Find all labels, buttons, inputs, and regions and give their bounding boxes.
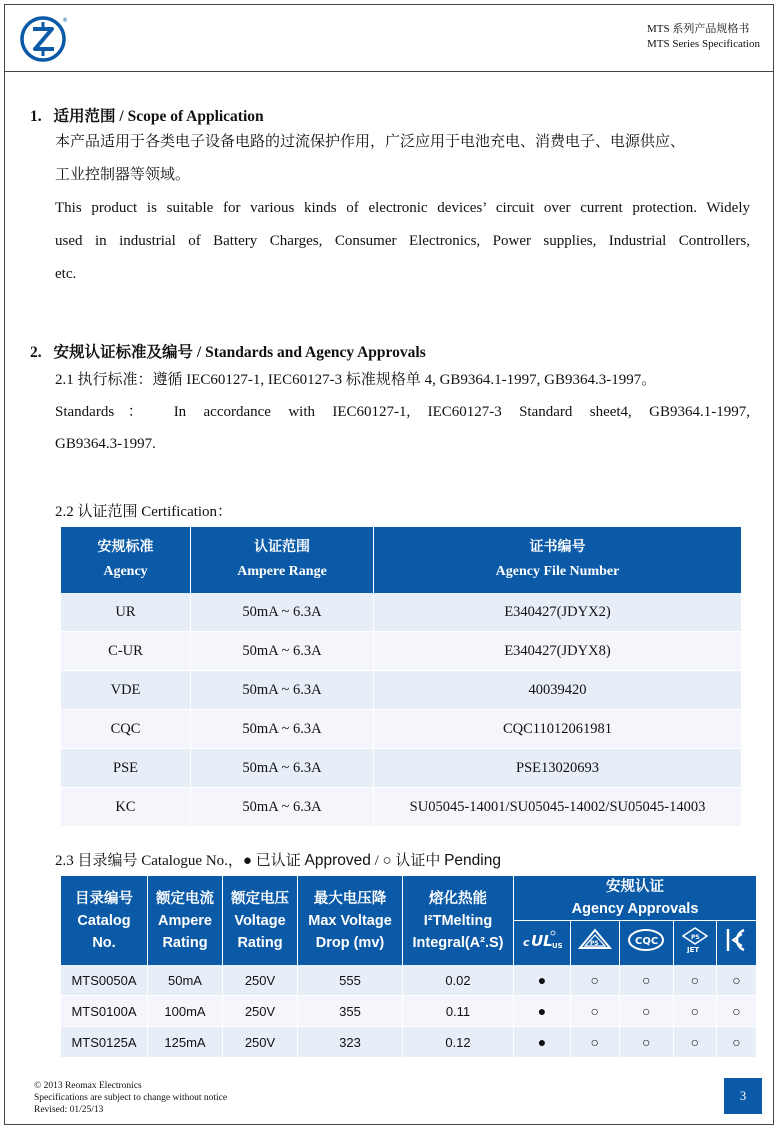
cert-range: 50mA ~ 6.3A [191, 749, 374, 788]
section1-text-en-1: This product is suitable for various kinds of electronic devices’ circuit over current protection. Widely [55, 200, 750, 216]
cat-ampere: 100mA [148, 996, 223, 1027]
approval-jet: ○ [673, 996, 716, 1027]
cat-catalog: MTS0100A [61, 996, 148, 1027]
footer-notice: Specifications are subject to change without notice [34, 1093, 228, 1103]
cat-i2t: 0.02 [403, 965, 514, 996]
cqc-icon [619, 921, 673, 966]
cert-range: 50mA ~ 6.3A [191, 632, 374, 671]
approval-kc: ○ [716, 965, 756, 996]
section1-heading [30, 104, 264, 126]
cert-range: 50mA ~ 6.3A [191, 593, 374, 632]
catalogue-prefix: 2.3 目录编号 Catalogue No.， [55, 853, 243, 869]
svg-text:PS: PS [690, 933, 700, 941]
svg-text:CQC: CQC [635, 935, 659, 947]
cert-header-file: 证书编号 Agency File Number [374, 527, 742, 593]
approval-ul: ● [514, 965, 571, 996]
cert-file: SU05045-14001/SU05045-14002/SU05045-14003 [374, 788, 742, 827]
legend-separator: / [370, 853, 383, 869]
approval-kc: ○ [716, 1027, 756, 1058]
footer-revised: Revised: 01/25/13 [34, 1105, 104, 1115]
cert-header-range: 认证范围 Ampere Range [191, 527, 374, 593]
page-footer [34, 1080, 227, 1116]
table-row [61, 788, 741, 827]
pse-icon [570, 921, 619, 966]
approval-ul: ● [514, 1027, 571, 1058]
certification-table [61, 527, 741, 827]
footer-copyright: © 2013 Reomax Electronics [34, 1081, 142, 1091]
reomax-logo-icon [18, 14, 68, 64]
section1-text-cn-1: 本产品适用于各类电子设备电路的过流保护作用，广泛应用于电池充电、消费电子、电源供应、 [55, 134, 686, 150]
cat-header-i2t: 熔化热能 I²TMelting Integral(A².S) [403, 876, 514, 965]
table-row [61, 965, 756, 996]
cat-header-voltage: 额定电压 Voltage Rating [223, 876, 298, 965]
cat-header-catalog: 目录编号 Catalog No. [61, 876, 148, 965]
cert-agency: UR [61, 593, 191, 632]
catalogue-table [61, 876, 756, 1058]
approval-jet: ○ [673, 965, 716, 996]
cat-drop: 323 [298, 1027, 403, 1058]
table-row [61, 593, 741, 632]
standards-line-en-2: GB9364.3-1997. [55, 436, 156, 452]
cert-file: 40039420 [374, 671, 742, 710]
table-row [61, 996, 756, 1027]
approval-kc: ○ [716, 996, 756, 1027]
cert-agency: C-UR [61, 632, 191, 671]
approval-cqc: ○ [619, 965, 673, 996]
cat-voltage: 250V [223, 1027, 298, 1058]
cert-header-agency: 安规标准 Agency [61, 527, 191, 593]
section1-text-cn-2: 工业控制器等领域。 [55, 167, 191, 183]
page-header [4, 4, 774, 72]
cat-drop: 555 [298, 965, 403, 996]
cul-us-icon [514, 921, 571, 966]
approved-en: Approved [304, 852, 371, 869]
cert-agency: PSE [61, 749, 191, 788]
approval-pse: ○ [570, 965, 619, 996]
cert-range: 50mA ~ 6.3A [191, 710, 374, 749]
section2-body [55, 364, 750, 460]
cert-file: PSE13020693 [374, 749, 742, 788]
approval-cqc: ○ [619, 996, 673, 1027]
svg-text:UL: UL [530, 931, 553, 950]
approval-ul: ● [514, 996, 571, 1027]
svg-text:®: ® [62, 17, 68, 24]
cert-agency: VDE [61, 671, 191, 710]
section1-text-en-2: used in industrial of Battery Charges, Consumer Electronics, Power supplies, Industrial Controllers, [55, 233, 750, 249]
svg-text:US: US [551, 941, 562, 950]
svg-text:PS: PS [589, 939, 599, 947]
header-title-cn: MTS 系列产品规格书 [646, 23, 750, 35]
jet-icon [673, 921, 716, 966]
pending-label: 认证中 [391, 853, 445, 869]
pending-symbol: ○ [382, 853, 392, 869]
cat-voltage: 250V [223, 965, 298, 996]
section2-heading [30, 340, 426, 362]
cat-catalog: MTS0050A [61, 965, 148, 996]
cert-file: CQC11012061981 [374, 710, 742, 749]
section1-title-cn: 适用范围 [53, 108, 116, 125]
header-title [647, 22, 760, 52]
cat-voltage: 250V [223, 996, 298, 1027]
approval-cqc: ○ [619, 1027, 673, 1058]
section1-title-en: / Scope of Application [115, 108, 264, 125]
standards-line-cn: 2.1 执行标准：遵循 IEC60127-1, IEC60127-3 标准规格单 4, GB9364.1-1997, GB9364.3-1997。 [55, 372, 657, 388]
section1-text-en-3: etc. [55, 266, 77, 282]
pending-en: Pending [444, 852, 501, 869]
table-row [61, 749, 741, 788]
approved-symbol: ● [242, 853, 252, 869]
cat-ampere: 50mA [148, 965, 223, 996]
approved-label: 已认证 [251, 853, 305, 869]
section2-title-en: / Standards and Agency Approvals [193, 344, 426, 361]
cert-range: 50mA ~ 6.3A [191, 671, 374, 710]
standards-line-en: Standards： In accordance with IEC60127-1, IEC60127-3 Standard sheet4, GB9364.1-1997, [55, 404, 750, 420]
certification-subtitle: 2.2 认证范围 Certification： [55, 504, 233, 520]
table-row [61, 1027, 756, 1058]
cat-ampere: 125mA [148, 1027, 223, 1058]
cat-i2t: 0.12 [403, 1027, 514, 1058]
section2-number: 2. [30, 344, 42, 361]
catalogue-subtitle [55, 849, 501, 870]
section1-body [55, 126, 750, 291]
section1-number: 1. [30, 108, 42, 125]
approval-jet: ○ [673, 1027, 716, 1058]
kc-icon [716, 921, 756, 966]
cert-agency: KC [61, 788, 191, 827]
cert-agency: CQC [61, 710, 191, 749]
approval-pse: ○ [570, 996, 619, 1027]
page-number: 3 [724, 1078, 762, 1114]
cert-file: E340427(JDYX2) [374, 593, 742, 632]
header-title-en: MTS Series Specification [646, 38, 760, 50]
approval-pse: ○ [570, 1027, 619, 1058]
cat-i2t: 0.11 [403, 996, 514, 1027]
table-row [61, 671, 741, 710]
table-row [61, 632, 741, 671]
cat-header-ampere: 额定电流 Ampere Rating [148, 876, 223, 965]
cat-header-agency: 安规认证 Agency Approvals [514, 876, 757, 921]
cat-catalog: MTS0125A [61, 1027, 148, 1058]
svg-text:JET: JET [686, 945, 699, 953]
cat-drop: 355 [298, 996, 403, 1027]
cat-header-drop: 最大电压降 Max Voltage Drop (mv) [298, 876, 403, 965]
cert-file: E340427(JDYX8) [374, 632, 742, 671]
table-row [61, 710, 741, 749]
cert-range: 50mA ~ 6.3A [191, 788, 374, 827]
svg-text:c: c [522, 935, 530, 949]
section2-title-cn: 安规认证标准及编号 [53, 344, 194, 361]
